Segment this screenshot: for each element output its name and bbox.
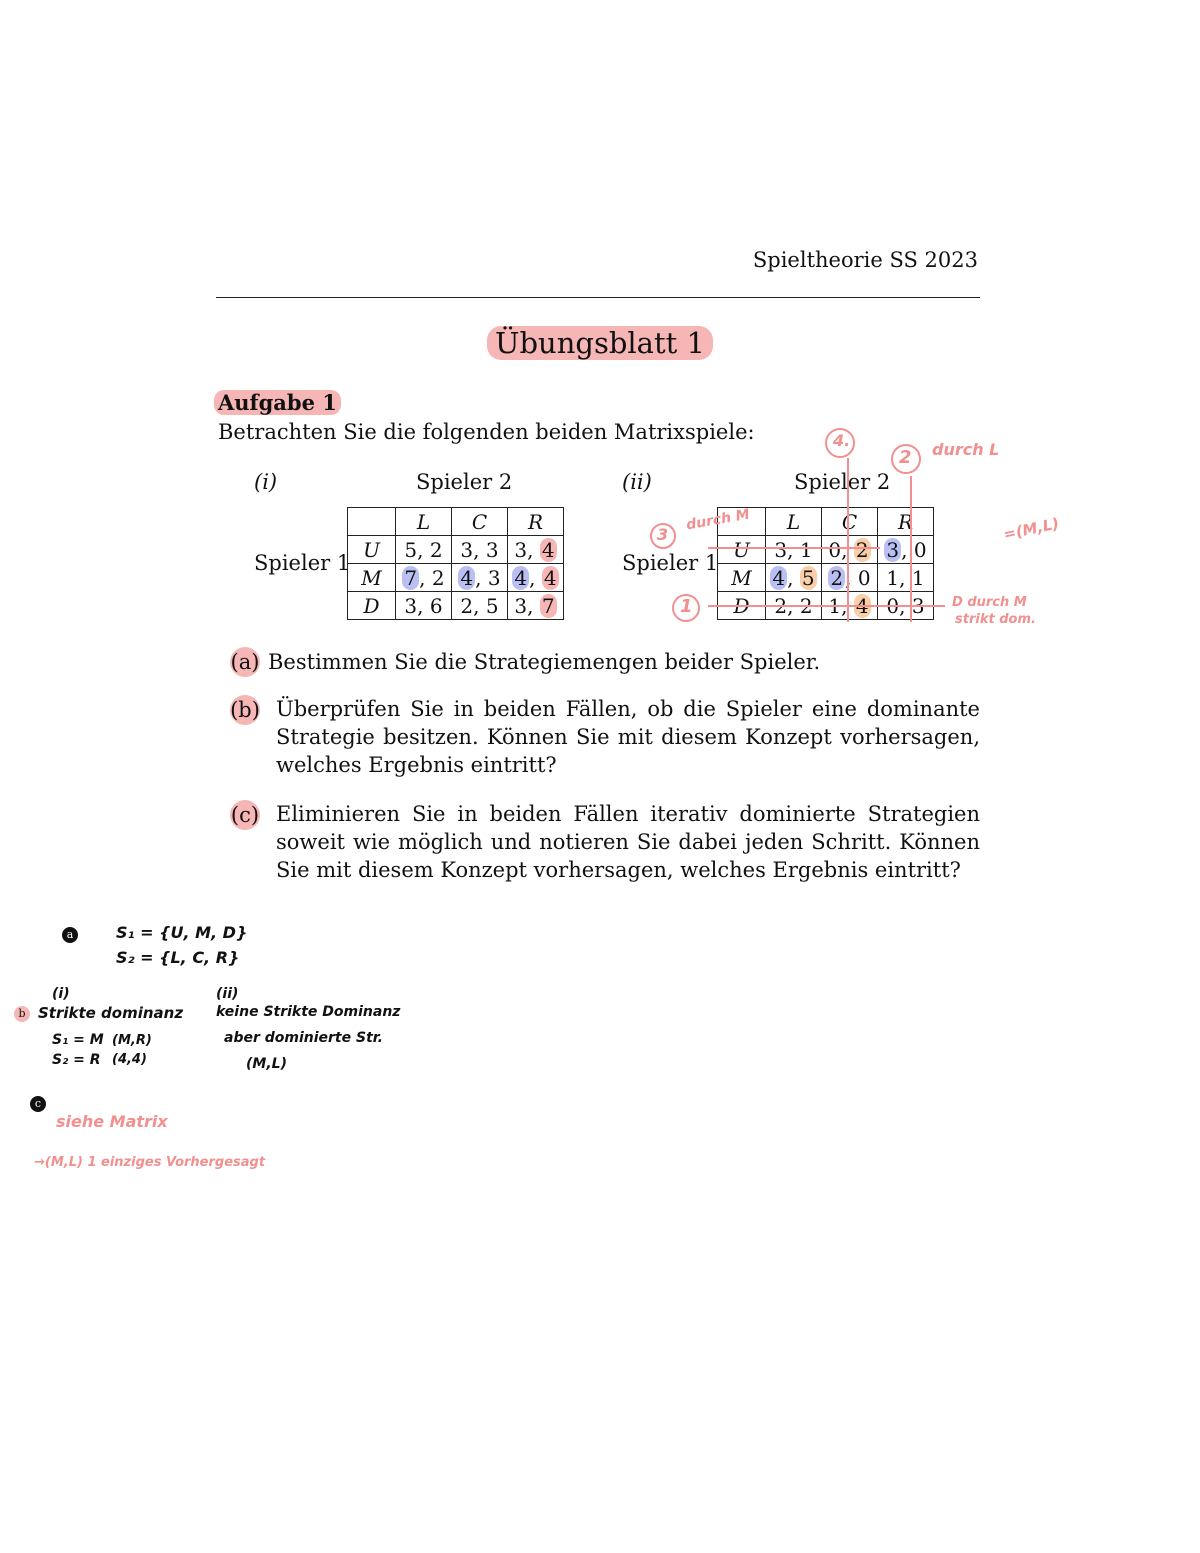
game2-player2-label: Spieler 2 [794,470,891,494]
note-c-marker: c [30,1096,46,1112]
row-header: D [348,592,396,620]
row-header: U [718,536,766,564]
payoff-cell: 4 , 4 [508,564,564,592]
payoff-p2: 1 [799,537,813,562]
payoff-p1: 4 [514,565,528,590]
note-result: =(M,L) [1001,514,1061,544]
note-b-i-s1: S₁ = M [52,1032,104,1048]
payoff-p1: 3 [404,593,418,618]
question-marker: (a) [230,647,260,677]
question-text: Überprüfen Sie in beiden Fällen, ob die Spieler eine dominante Strategie besitzen. Können Sie mit diesem Konzept vorhersagen, welches Ergebnis eintritt? [276,697,980,777]
payoff-cell: 4 , 3 [452,564,508,592]
payoff-p1: 2 [460,593,474,618]
payoff-p2: 1 [911,565,925,590]
question-marker: (c) [230,800,260,830]
payoff-cell: 1, 1 [878,564,934,592]
col-header: R [508,508,564,536]
note-d-durch-m: D durch M [952,595,1027,610]
step1-number: 1 [680,596,693,617]
payoff-cell: 2 , 0 [822,564,878,592]
payoff-p2: 4 [855,593,869,618]
payoff-p2: 4 [543,565,557,590]
sheet-title-text: Übungsblatt 1 [487,326,713,360]
payoff-p1: 2 [774,593,788,618]
payoff-p2: 0 [913,537,927,562]
payoff-cell: 3 , 0 [878,536,934,564]
question-b [230,695,980,779]
task-heading-text: Aufgabe 1 [214,390,341,415]
note-b-i-payoff: (4,4) [112,1052,147,1067]
step4-number: 4. [833,431,851,450]
payoff-p1: 3 [460,537,474,562]
payoff-p2: 2 [429,537,443,562]
payoff-p2: 0 [857,565,871,590]
payoff-p2: 6 [429,593,443,618]
payoff-cell: 4 , 5 [766,564,822,592]
payoff-p2: 3 [485,537,499,562]
col-header: R [878,508,934,536]
course-header: Spieltheorie SS 2023 [752,248,978,272]
payoff-cell: 3, 6 [396,592,452,620]
note-b-marker: b [14,1006,30,1022]
note-b-i-s2: S₂ = R [52,1052,101,1068]
payoff-cell: 5, 2 [396,536,452,564]
question-text: Bestimmen Sie die Strategiemengen beider Spieler. [268,650,821,674]
note-b-ii-text2: aber dominierte Str. [224,1030,383,1046]
payoff-p1: 3 [514,593,528,618]
payoff-cell: 1, 4 [822,592,878,620]
payoff-p2: 2 [799,593,813,618]
payoff-p1: 7 [404,565,418,590]
game1-label: (i) [254,470,278,494]
note-b-i-text: Strikte dominanz [38,1004,184,1022]
question-c [230,800,980,884]
payoff-p1: 0 [886,593,900,618]
note-a-s1: S₁ = {U, M, D} [116,923,248,942]
payoff-p2: 4 [541,537,555,562]
row-header: D [718,592,766,620]
game2-label: (ii) [622,470,652,494]
note-strikt-dom: strikt dom. [955,612,1036,627]
step2-number: 2 [899,447,912,468]
payoff-p1: 2 [830,565,844,590]
payoff-p2: 2 [855,537,869,562]
row-header: M [718,564,766,592]
payoff-p2: 5 [801,565,815,590]
game2-player1-label: Spieler 1 [622,551,719,575]
row-header: U [348,536,396,564]
row-header: M [348,564,396,592]
payoff-cell: 7 , 2 [396,564,452,592]
payoff-p1: 0 [828,537,842,562]
col-header: C [822,508,878,536]
note-durch-m: durch M [685,506,751,534]
payoff-cell: 3, 3 [452,536,508,564]
payoff-cell: 2, 5 [452,592,508,620]
note-a-s2: S₂ = {L, C, R} [116,948,240,967]
payoff-p2: 5 [485,593,499,618]
note-b-ii-result: (M,L) [246,1056,287,1072]
payoff-p1: 4 [772,565,786,590]
payoff-p1: 3 [886,537,900,562]
col-header: L [766,508,822,536]
payoff-p1: 3 [514,537,528,562]
note-a-marker: a [62,927,78,943]
question-text: Eliminieren Sie in beiden Fällen iterativ dominierte Strategien soweit wie möglich und notieren Sie dabei jeden Schritt. Können Sie mit diesem Konzept vorhersagen, welches Ergebnis eintritt? [276,802,980,882]
payoff-p2: 3 [487,565,501,590]
step3-number: 3 [657,525,669,544]
payoff-p2: 3 [911,593,925,618]
game1-player1-label: Spieler 1 [254,551,351,575]
payoff-p2: 7 [541,593,555,618]
note-b-i: (i) [52,986,70,1002]
col-header: L [396,508,452,536]
question-a [230,647,980,677]
payoff-cell: 0, 3 [878,592,934,620]
payoff-cell: 3, 7 [508,592,564,620]
payoff-cell: 3, 4 [508,536,564,564]
payoff-p1: 1 [828,593,842,618]
payoff-p1: 5 [404,537,418,562]
payoff-p1: 3 [774,537,788,562]
note-b-i-result: (M,R) [112,1033,152,1048]
question-marker: (b) [230,695,260,725]
note-durch-l: durch L [932,440,1000,459]
payoff-p1: 1 [886,565,900,590]
task-intro: Betrachten Sie die folgenden beiden Matrixspiele: [218,420,755,444]
note-b-ii: (ii) [216,986,239,1002]
payoff-p2: 2 [431,565,445,590]
payoff-cell: 3, 1 [766,536,822,564]
col-header: C [452,508,508,536]
payoff-p1: 4 [460,565,474,590]
payoff-cell: 0, 2 [822,536,878,564]
note-c-text2: →(M,L) 1 einziges Vorhergesagt [34,1155,266,1170]
game1-player2-label: Spieler 2 [416,470,513,494]
note-b-ii-text: keine Strikte Dominanz [216,1004,401,1020]
note-c-text: siehe Matrix [56,1112,168,1131]
payoff-cell: 2, 2 [766,592,822,620]
